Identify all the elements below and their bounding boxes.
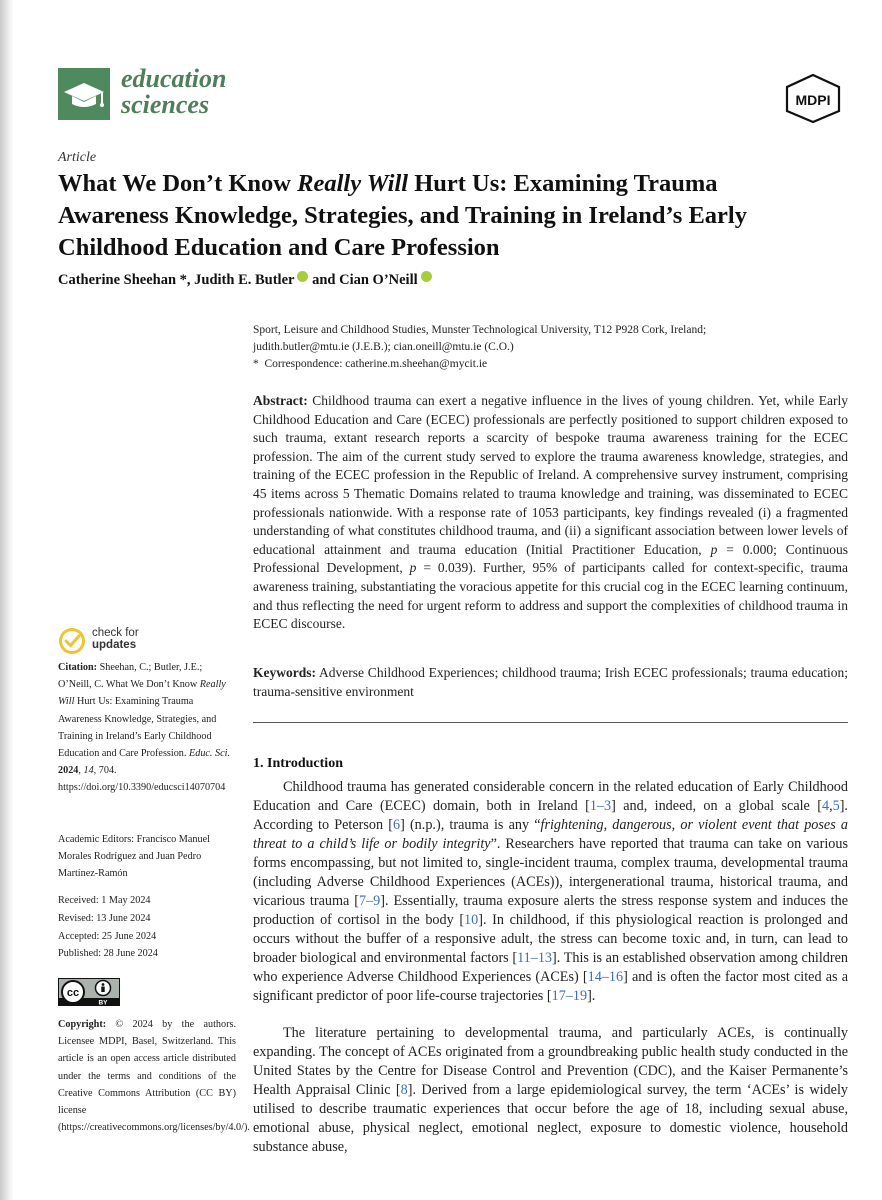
reference-link[interactable]: 14–16 (587, 969, 624, 985)
keywords-label: Keywords: (253, 665, 316, 680)
author-names-last: and Cian O’Neill (308, 272, 418, 288)
body-paragraph-1 (253, 778, 848, 1006)
paragraph-text: ]. According to Peterson [ (253, 798, 848, 833)
affiliation-emails: judith.butler@mtu.ie (J.E.B.); cian.oneill@mtu.ie (C.O.) (253, 341, 514, 353)
graduation-cap-icon (58, 68, 110, 120)
citation-text: , (78, 765, 84, 777)
publication-dates (58, 892, 236, 963)
reference-link[interactable]: 6 (392, 817, 401, 833)
citation-text: Sheehan, C.; Butler, J.E.; O’Neill, C. What We Don’t Know (58, 662, 203, 691)
title-text: What We Don’t Know (58, 170, 298, 197)
date-accepted: Accepted: 25 June 2024 (58, 930, 157, 942)
date-revised: Revised: 13 June 2024 (58, 912, 151, 924)
article-type: Article (58, 150, 97, 165)
copyright-label: Copyright: (58, 1019, 107, 1030)
paragraph-text: Childhood trauma has generated considerable concern in the related education of Early Childhood Education and Care (ECEC) domain, both in Ireland [ (253, 779, 848, 814)
academic-editors: Academic Editors: Francisco Manuel Morales Rodríguez and Juan Pedro Martínez-Ramón (58, 834, 210, 880)
citation-emphasis: Really Will (58, 679, 226, 708)
quoted-definition: frightening, dangerous, or violent event that poses a threat to a child’s life or bodily integrity (253, 817, 848, 852)
check-for-updates-icon[interactable] (58, 627, 86, 655)
paragraph-text: ]. In childhood, if this physiological reaction is prolonged and occurs without the buffer of a responsive adult, the stress can become toxic and, in turn, can lead to broader biological and environmental factors [ (253, 912, 848, 966)
reference-link[interactable]: 5 (832, 798, 840, 814)
paragraph-text: ”. Researchers have reported that trauma can take on various forms encompassing, but not limited to, single-incident trauma, complex trauma, developmental trauma (including Adverse Childhood Experiences (ACEs)), intergenerational trauma, historical trauma, and vicarious trauma [ (253, 836, 848, 909)
abstract (253, 392, 848, 634)
date-published: Published: 28 June 2024 (58, 948, 158, 960)
reference-link[interactable]: 10 (464, 912, 479, 928)
title-line-3: Childhood Education and Care Profession (58, 234, 500, 261)
updates-line1: check for (92, 627, 139, 639)
section-heading: 1. Introduction (253, 756, 343, 771)
paragraph-text: ]. This is an established observation among children who experience Adverse Childhood Experiences (ACEs) [ (253, 950, 849, 985)
author-names: Catherine Sheehan *, Judith E. Butler (58, 272, 295, 288)
abstract-text: = 0.039). Further, 95% of participants called for context-specific, trauma awareness training, substantiating the voracious appetite for this crucial cog in the ECEC learning continuum, and thus reflecting the need for urgent reform to address and support the complexities of childhood trauma in ECEC discourse. (253, 560, 848, 632)
reference-link[interactable]: 11–13 (517, 950, 553, 966)
correspondence: * Correspondence: catherine.m.sheehan@mycit.ie (253, 358, 488, 370)
cc-by-license-icon[interactable] (58, 978, 120, 1006)
paragraph-text: ] and is often the factor most cited as a significant predictor of poor life-course trajectories [ (253, 969, 848, 1004)
affiliations (253, 322, 853, 373)
paragraph-text: ]. Derived from a large epidemiological survey, the term ‘ACEs’ is widely utilised to describe traumatic experiences that occur before the age of 18, including sexual abuse, emotional abuse, physical neglect, emotional neglect, exposure to domestic violence, household substance abuse, (253, 1082, 848, 1155)
paragraph-text: ]. (587, 988, 596, 1004)
author-list (58, 271, 432, 289)
svg-text:cc: cc (66, 987, 80, 999)
section-divider (253, 722, 848, 723)
citation-label: Citation: (58, 662, 98, 673)
copyright-notice (58, 1016, 250, 1136)
keywords-text: Adverse Childhood Experiences; childhood trauma; Irish ECEC professionals; trauma education; trauma-sensitive environment (253, 665, 848, 699)
title-emphasis: Really Will (297, 170, 409, 197)
title-text: Hurt Us: Examining Trauma (408, 170, 718, 197)
journal-name (121, 66, 226, 118)
body-paragraph-2 (253, 1024, 848, 1157)
citation-volume: 14 (83, 765, 94, 777)
affiliation-line: Sport, Leisure and Childhood Studies, Munster Technological University, T12 P928 Cork, Ireland; (253, 324, 707, 336)
orcid-icon[interactable] (297, 271, 308, 282)
title-line-2: Awareness Knowledge, Strategies, and Training in Ireland’s Early (58, 202, 747, 229)
paragraph-text: ] (n.p.), trauma is any “ (400, 817, 541, 833)
citation-journal: Educ. Sci. (189, 748, 231, 760)
updates-line2: updates (92, 639, 137, 651)
p-value-symbol: p (710, 541, 718, 557)
orcid-icon[interactable] (421, 271, 432, 282)
citation-doi[interactable]: , 704. https://doi.org/10.3390/educsci14070704 (58, 765, 226, 794)
article-title (58, 168, 858, 264)
abstract-text: = 0.000; Continuous Professional Development, (253, 541, 848, 576)
reference-link[interactable]: 4 (821, 798, 830, 814)
check-for-updates-link[interactable] (92, 627, 139, 651)
cc-by-label: BY (98, 999, 108, 1006)
date-received: Received: 1 May 2024 (58, 895, 151, 906)
citation-text: Hurt Us: Examining Trauma Awareness Knowledge, Strategies, and Training in Ireland’s Early Childhood Education and Care Profession. (58, 696, 217, 760)
reference-link[interactable]: 8 (400, 1082, 408, 1098)
page-edge-shadow (0, 0, 14, 1200)
abstract-label: Abstract: (253, 393, 308, 408)
reference-link[interactable]: 17–19 (551, 988, 588, 1004)
publisher-name: MDPI (795, 92, 831, 108)
paragraph-text: ]. Essentially, trauma exposure alerts the stress response system and induces the production of cortisol in the body [ (253, 893, 848, 928)
paragraph-text: The literature pertaining to developmental trauma, and particularly ACEs, is continually expanding. The concept of ACEs originated from a groundbreaking public health study conducted in the United States by the Centre for Disease Control and Prevention (CDC), and the Kaiser Permanente’s Health Appraisal Clinic [ (253, 1025, 848, 1098)
reference-link[interactable]: 7–9 (358, 893, 381, 909)
journal-name-line2: sciences (121, 90, 210, 119)
title-line-1 (58, 168, 858, 200)
citation (58, 659, 236, 797)
copyright-text: © 2024 by the authors. Licensee MDPI, Basel, Switzerland. This article is an open access article distributed under the terms and conditions of the Creative Commons Attribution (CC BY) license (https://creativecommons.org/licenses/by/4.0/). (58, 1019, 250, 1134)
paragraph-text: , (829, 798, 833, 814)
keywords (253, 664, 848, 701)
reference-link[interactable]: 1–3 (589, 798, 612, 814)
p-value-symbol: p (409, 560, 417, 576)
paragraph-text: ] and, indeed, on a global scale [ (611, 798, 822, 814)
journal-name-line1: education (121, 64, 227, 93)
citation-year: 2024 (58, 765, 79, 777)
abstract-text: Childhood trauma can exert a negative influence in the lives of young children. Yet, while Early Childhood Education and Care (ECEC) professionals are perfectly positioned to support children exposed to such trauma, extant research reports a scarcity of bespoke trauma awareness training for the ECEC profession. The aim of the current study served to explore the trauma awareness knowledge, strategies, and training of the ECEC profession in the Republic of Ireland. A comprehensive survey instrument, comprising 45 items across 5 Thematic Domains related to trauma knowledge and training, was disseminated to ECEC professionals nationwide. With a response rate of 1053 participants, key findings revealed (i) a fragmented understanding of what constitutes childhood trauma, and (ii) a significant association between lower levels of educational attainment and trauma education (Initial Practitioner Education, (253, 393, 848, 557)
